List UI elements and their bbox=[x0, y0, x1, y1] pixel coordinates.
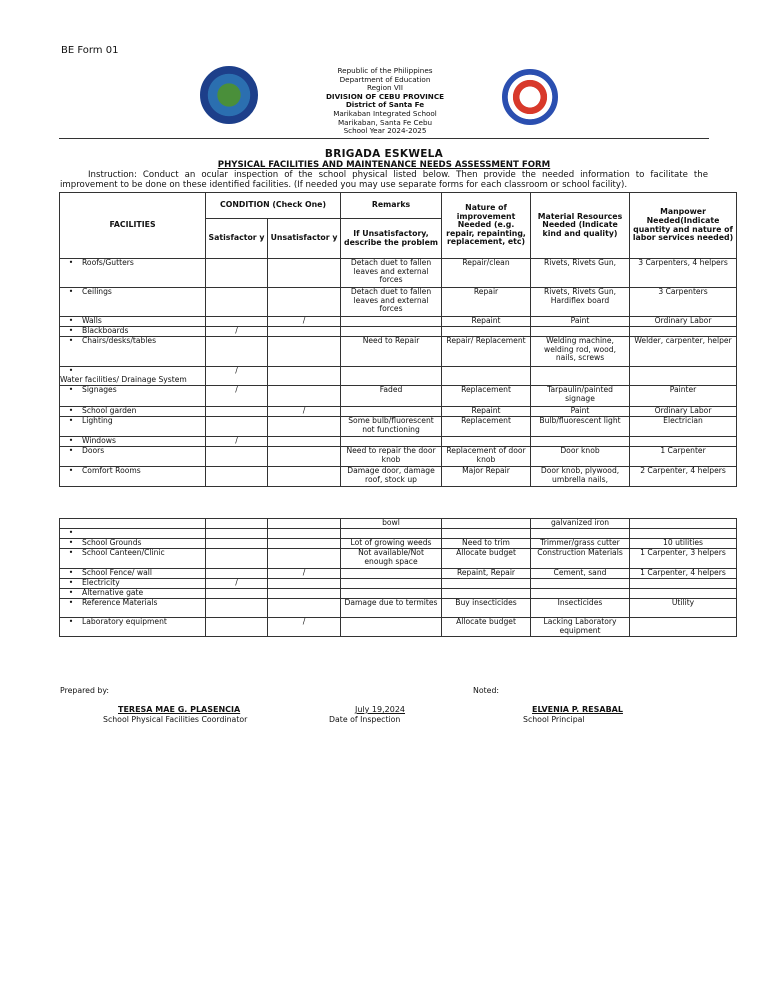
manpower-cell: 2 Carpenter, 4 helpers bbox=[630, 467, 737, 487]
material-cell bbox=[531, 437, 630, 447]
nature-cell: Allocate budget bbox=[442, 618, 531, 637]
facility-cell bbox=[60, 589, 206, 599]
letterhead bbox=[270, 67, 500, 136]
sat-cell bbox=[206, 447, 268, 467]
facility-name: Electricity bbox=[82, 578, 120, 587]
form-subtitle: PHYSICAL FACILITIES AND MAINTENANCE NEEDS ASSESSMENT FORM bbox=[217, 160, 551, 170]
table-row bbox=[60, 407, 737, 417]
inspection-date: July 19,2024 bbox=[355, 705, 406, 714]
remarks-cell bbox=[341, 589, 442, 599]
facility-name: Windows bbox=[82, 436, 116, 445]
sat-cell bbox=[206, 317, 268, 327]
letterhead-division: DIVISION OF CEBU PROVINCE bbox=[325, 91, 445, 101]
material-cell bbox=[531, 327, 630, 337]
prepared-by-label: Prepared by: bbox=[60, 686, 110, 695]
nature-cell bbox=[442, 589, 531, 599]
sat-cell bbox=[206, 599, 268, 618]
letterhead-school-year: School Year 2024-2025 bbox=[343, 126, 427, 136]
nature-cell bbox=[442, 327, 531, 337]
sat-cell bbox=[206, 549, 268, 569]
material-cell: Door knob, plywood, umbrella nails, bbox=[531, 467, 630, 487]
facility-cell bbox=[60, 317, 206, 327]
unsat-cell bbox=[268, 337, 341, 367]
header-facilities: FACILITIES bbox=[60, 193, 206, 259]
facility-name: Reference Materials bbox=[82, 598, 158, 607]
remarks-cell: Damage door, damage roof, stock up bbox=[341, 467, 442, 487]
header-condition: CONDITION (Check One) bbox=[206, 193, 341, 219]
remarks-cell bbox=[341, 569, 442, 579]
table-row bbox=[60, 327, 737, 337]
facility-cell bbox=[60, 618, 206, 637]
principal-role: School Principal bbox=[523, 715, 585, 724]
material-cell bbox=[531, 589, 630, 599]
bullet-icon: • bbox=[68, 406, 74, 415]
letterhead-country: Republic of the Philippines bbox=[337, 66, 433, 75]
facility-name: Laboratory equipment bbox=[82, 617, 167, 626]
deped-seal-logo bbox=[502, 69, 558, 125]
facility-cell bbox=[60, 288, 206, 317]
facility-cell bbox=[60, 437, 206, 447]
manpower-cell: 1 Carpenter, 3 helpers bbox=[630, 549, 737, 569]
material-cell: galvanized iron bbox=[531, 519, 630, 529]
bullet-icon: • bbox=[68, 617, 74, 626]
material-cell bbox=[531, 367, 630, 386]
unsat-cell bbox=[268, 259, 341, 288]
facility-name: Doors bbox=[82, 446, 105, 455]
header-material: Material Resources Needed (Indicate kind and quality) bbox=[531, 193, 630, 259]
preparer-role: School Physical Facilities Coordinator bbox=[103, 715, 248, 724]
facility-cell bbox=[60, 519, 206, 529]
sat-cell bbox=[206, 519, 268, 529]
manpower-cell bbox=[630, 618, 737, 637]
bullet-icon: • bbox=[68, 287, 74, 296]
unsat-cell: / bbox=[268, 618, 341, 637]
facility-name: Chairs/desks/tables bbox=[82, 336, 157, 345]
manpower-cell: 10 utilities bbox=[630, 539, 737, 549]
facility-name: Roofs/Gutters bbox=[82, 258, 134, 267]
manpower-cell: Welder, carpenter, helper bbox=[630, 337, 737, 367]
remarks-cell bbox=[341, 407, 442, 417]
facility-name: Walls bbox=[82, 316, 102, 325]
material-cell: Welding machine, welding rod, wood, nails, screws bbox=[531, 337, 630, 367]
remarks-cell bbox=[341, 579, 442, 589]
table-row bbox=[60, 259, 737, 288]
remarks-cell bbox=[341, 618, 442, 637]
material-cell bbox=[531, 529, 630, 539]
manpower-cell: 3 Carpenters, 4 helpers bbox=[630, 259, 737, 288]
bullet-icon: • bbox=[68, 548, 74, 557]
table-row bbox=[60, 589, 737, 599]
table-row bbox=[60, 549, 737, 569]
facility-cell bbox=[60, 467, 206, 487]
sat-cell: / bbox=[206, 386, 268, 407]
facility-cell bbox=[60, 337, 206, 367]
assessment-table-page2 bbox=[59, 518, 737, 637]
header-nature: Nature of improvement Needed (e.g. repair, repainting, replacement, etc) bbox=[442, 193, 531, 259]
manpower-cell: 3 Carpenters bbox=[630, 288, 737, 317]
material-cell: Rivets, Rivets Gun, bbox=[531, 259, 630, 288]
material-cell: Bulb/fluorescent light bbox=[531, 417, 630, 437]
manpower-cell bbox=[630, 327, 737, 337]
unsat-cell bbox=[268, 529, 341, 539]
nature-cell: Replacement bbox=[442, 386, 531, 407]
facility-cell bbox=[60, 447, 206, 467]
remarks-cell bbox=[341, 529, 442, 539]
bullet-icon: • bbox=[68, 446, 74, 455]
material-cell: Lacking Laboratory equipment bbox=[531, 618, 630, 637]
facility-name: Blackboards bbox=[82, 326, 129, 335]
remarks-cell: Damage due to termites bbox=[341, 599, 442, 618]
table-row bbox=[60, 288, 737, 317]
facility-cell bbox=[60, 367, 206, 386]
facility-cell bbox=[60, 599, 206, 618]
facility-cell bbox=[60, 539, 206, 549]
facility-name: School Grounds bbox=[82, 538, 142, 547]
remarks-cell bbox=[341, 317, 442, 327]
manpower-cell: Ordinary Labor bbox=[630, 407, 737, 417]
material-cell: Trimmer/grass cutter bbox=[531, 539, 630, 549]
facility-name: School garden bbox=[82, 406, 137, 415]
nature-cell bbox=[442, 437, 531, 447]
letterhead-district: District of Santa Fe bbox=[345, 100, 425, 110]
unsat-cell bbox=[268, 539, 341, 549]
table-row bbox=[60, 618, 737, 637]
material-cell: Cement, sand bbox=[531, 569, 630, 579]
letterhead-school: Marikaban Integrated School bbox=[333, 108, 437, 118]
nature-cell bbox=[442, 579, 531, 589]
remarks-cell bbox=[341, 437, 442, 447]
bullet-icon: • bbox=[68, 326, 74, 335]
table-row bbox=[60, 437, 737, 447]
remarks-cell: Need to repair the door knob bbox=[341, 447, 442, 467]
table-row bbox=[60, 519, 737, 529]
unsat-cell: / bbox=[268, 569, 341, 579]
facility-name: Water facilities/ Drainage System bbox=[60, 374, 187, 384]
bullet-icon: • bbox=[68, 385, 74, 394]
facility-cell bbox=[60, 549, 206, 569]
unsat-cell bbox=[268, 579, 341, 589]
sat-cell: / bbox=[206, 437, 268, 447]
manpower-cell bbox=[630, 519, 737, 529]
table-row bbox=[60, 569, 737, 579]
cebu-province-seal-logo bbox=[200, 66, 258, 124]
facility-name: Signages bbox=[82, 385, 117, 394]
facility-cell bbox=[60, 386, 206, 407]
nature-cell: Repair/ Replacement bbox=[442, 337, 531, 367]
header-remarks-sub: If Unsatisfactory, describe the problem bbox=[341, 219, 442, 259]
nature-cell: Replacement of door knob bbox=[442, 447, 531, 467]
nature-cell bbox=[442, 519, 531, 529]
facility-cell bbox=[60, 579, 206, 589]
bullet-icon: • bbox=[68, 258, 74, 267]
sat-cell: / bbox=[206, 367, 268, 386]
unsat-cell bbox=[268, 417, 341, 437]
facility-name: Lighting bbox=[82, 416, 113, 425]
unsat-cell bbox=[268, 437, 341, 447]
facility-cell bbox=[60, 407, 206, 417]
sat-cell bbox=[206, 417, 268, 437]
manpower-cell: 1 Carpenter bbox=[630, 447, 737, 467]
sat-cell bbox=[206, 539, 268, 549]
unsat-cell bbox=[268, 599, 341, 618]
sat-cell bbox=[206, 288, 268, 317]
sat-cell: / bbox=[206, 579, 268, 589]
remarks-cell: Detach duet to fallen leaves and external forces bbox=[341, 288, 442, 317]
unsat-cell bbox=[268, 447, 341, 467]
material-cell: Construction Materials bbox=[531, 549, 630, 569]
facility-cell bbox=[60, 417, 206, 437]
sat-cell bbox=[206, 569, 268, 579]
manpower-cell: Utility bbox=[630, 599, 737, 618]
facility-cell bbox=[60, 327, 206, 337]
remarks-cell bbox=[341, 327, 442, 337]
material-cell bbox=[531, 579, 630, 589]
nature-cell: Replacement bbox=[442, 417, 531, 437]
header-remarks: Remarks bbox=[341, 193, 442, 219]
remarks-cell bbox=[341, 367, 442, 386]
material-cell: Insecticides bbox=[531, 599, 630, 618]
remarks-cell: Detach duet to fallen leaves and external forces bbox=[341, 259, 442, 288]
instruction-text: Instruction: Conduct an ocular inspection of the school physical listed below. Then provide the needed information to facilitate the improvement to be done on these identified facilities. (If needed you may use separate forms for each classroom or school facility). bbox=[60, 170, 708, 191]
preparer-name: TERESA MAE G. PLASENCIA bbox=[118, 705, 241, 714]
material-cell: Rivets, Rivets Gun, Hardiflex board bbox=[531, 288, 630, 317]
unsat-cell bbox=[268, 589, 341, 599]
form-number: BE Form 01 bbox=[61, 45, 119, 56]
principal-name: ELVENIA P. RESABAL bbox=[532, 705, 623, 714]
manpower-cell: Painter bbox=[630, 386, 737, 407]
remarks-cell: Lot of growing weeds bbox=[341, 539, 442, 549]
table-row bbox=[60, 599, 737, 618]
table-row bbox=[60, 447, 737, 467]
facility-name: Comfort Rooms bbox=[82, 466, 141, 475]
material-cell: Tarpaulin/painted signage bbox=[531, 386, 630, 407]
facility-name: Ceilings bbox=[82, 287, 112, 296]
header-divider bbox=[59, 138, 709, 139]
table-row bbox=[60, 317, 737, 327]
remarks-cell: Not available/Not enough space bbox=[341, 549, 442, 569]
remarks-cell: Some bulb/fluorescent not functioning bbox=[341, 417, 442, 437]
bullet-icon: • bbox=[68, 578, 74, 587]
letterhead-department: Department of Education bbox=[339, 74, 431, 84]
unsat-cell bbox=[268, 467, 341, 487]
bullet-icon: • bbox=[68, 436, 74, 445]
unsat-cell: / bbox=[268, 317, 341, 327]
sat-cell bbox=[206, 337, 268, 367]
bullet-icon: • bbox=[68, 568, 74, 577]
nature-cell: Repaint bbox=[442, 407, 531, 417]
nature-cell bbox=[442, 529, 531, 539]
remarks-cell: bowl bbox=[341, 519, 442, 529]
letterhead-address: Marikaban, Santa Fe Cebu bbox=[337, 117, 433, 127]
assessment-table-page1 bbox=[59, 192, 737, 487]
manpower-cell: Ordinary Labor bbox=[630, 317, 737, 327]
nature-cell bbox=[442, 367, 531, 386]
nature-cell: Repair/clean bbox=[442, 259, 531, 288]
sat-cell bbox=[206, 618, 268, 637]
nature-cell: Buy insecticides bbox=[442, 599, 531, 618]
bullet-icon: • bbox=[68, 598, 74, 607]
sat-cell bbox=[206, 589, 268, 599]
bullet-icon: • bbox=[68, 316, 74, 325]
bullet-icon: • bbox=[68, 416, 74, 425]
facility-name: School Canteen/Clinic bbox=[82, 548, 165, 557]
table-row bbox=[60, 337, 737, 367]
unsat-cell bbox=[268, 367, 341, 386]
sat-cell bbox=[206, 529, 268, 539]
noted-label: Noted: bbox=[473, 686, 500, 695]
unsat-cell bbox=[268, 519, 341, 529]
header-manpower: Manpower Needed(Indicate quantity and nature of labor services needed) bbox=[630, 193, 737, 259]
unsat-cell: / bbox=[268, 407, 341, 417]
inspection-date-label: Date of Inspection bbox=[329, 715, 401, 724]
unsat-cell bbox=[268, 327, 341, 337]
material-cell: Paint bbox=[531, 317, 630, 327]
bullet-icon: • bbox=[68, 336, 74, 345]
unsat-cell bbox=[268, 288, 341, 317]
table-row bbox=[60, 417, 737, 437]
bullet-icon: • bbox=[68, 528, 74, 537]
table-row bbox=[60, 386, 737, 407]
sat-cell bbox=[206, 407, 268, 417]
remarks-cell: Need to Repair bbox=[341, 337, 442, 367]
bullet-icon: • bbox=[68, 538, 74, 547]
nature-cell: Need to trim bbox=[442, 539, 531, 549]
letterhead-region: Region VII bbox=[366, 83, 404, 93]
header-satisfactory: Satisfactor y bbox=[206, 219, 268, 259]
facility-cell bbox=[60, 259, 206, 288]
bullet-icon: • bbox=[68, 466, 74, 475]
unsat-cell bbox=[268, 549, 341, 569]
manpower-cell bbox=[630, 367, 737, 386]
table-row bbox=[60, 367, 737, 386]
nature-cell: Major Repair bbox=[442, 467, 531, 487]
table-row bbox=[60, 539, 737, 549]
sat-cell: / bbox=[206, 327, 268, 337]
manpower-cell bbox=[630, 579, 737, 589]
sat-cell bbox=[206, 467, 268, 487]
bullet-icon: • bbox=[68, 366, 74, 375]
material-cell: Paint bbox=[531, 407, 630, 417]
nature-cell: Repaint bbox=[442, 317, 531, 327]
facility-cell bbox=[60, 529, 206, 539]
manpower-cell bbox=[630, 589, 737, 599]
table-row bbox=[60, 579, 737, 589]
remarks-cell: Faded bbox=[341, 386, 442, 407]
facility-name: Alternative gate bbox=[82, 588, 144, 597]
nature-cell: Allocate budget bbox=[442, 549, 531, 569]
table-row bbox=[60, 467, 737, 487]
facility-name: School Fence/ wall bbox=[82, 568, 152, 577]
nature-cell: Repair bbox=[442, 288, 531, 317]
form-title: BRIGADA ESKWELA bbox=[324, 148, 444, 160]
facility-cell bbox=[60, 569, 206, 579]
manpower-cell bbox=[630, 437, 737, 447]
unsat-cell bbox=[268, 386, 341, 407]
bullet-icon: • bbox=[68, 588, 74, 597]
material-cell: Door knob bbox=[531, 447, 630, 467]
manpower-cell bbox=[630, 529, 737, 539]
header-unsatisfactory: Unsatisfactor y bbox=[268, 219, 341, 259]
manpower-cell: Electrician bbox=[630, 417, 737, 437]
nature-cell: Repaint, Repair bbox=[442, 569, 531, 579]
sat-cell bbox=[206, 259, 268, 288]
manpower-cell: 1 Carpenter, 4 helpers bbox=[630, 569, 737, 579]
table-row bbox=[60, 529, 737, 539]
